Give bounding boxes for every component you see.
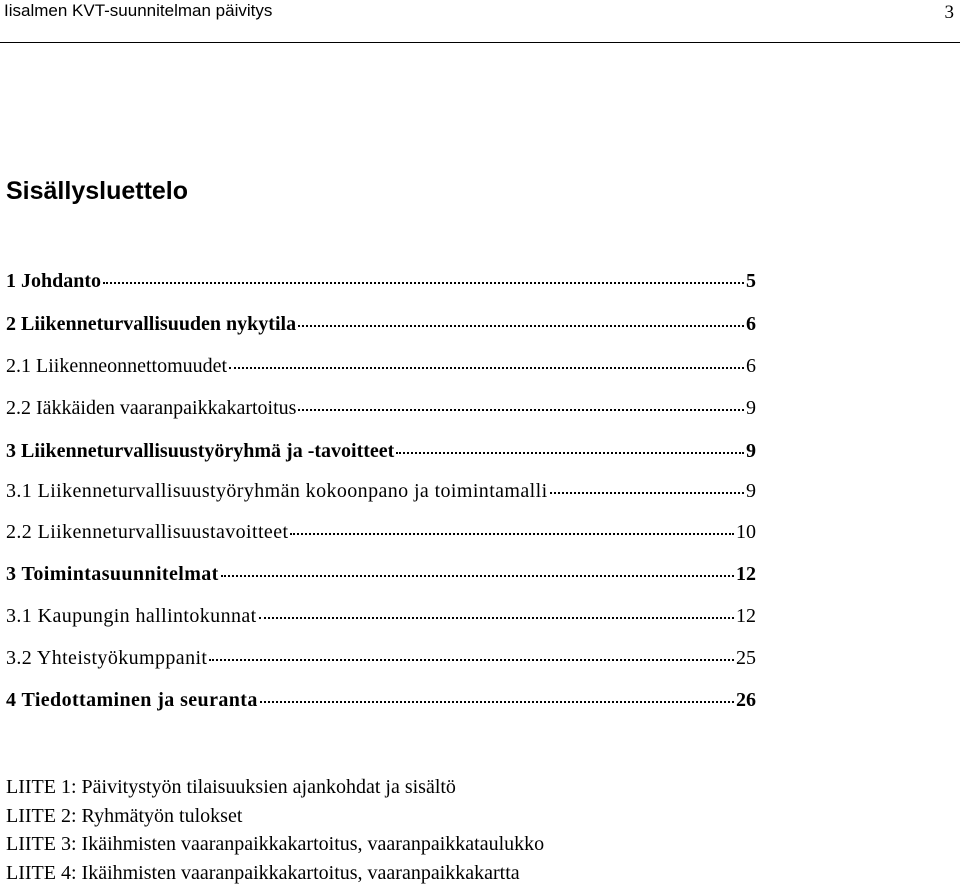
toc-entry-title: 3 Liikenneturvallisuustyöryhmä ja -tavoitteet xyxy=(6,440,395,462)
toc-heading: Sisällysluettelo xyxy=(6,177,189,205)
toc-entry-page: 12 xyxy=(736,563,756,585)
toc-entry-page: 10 xyxy=(736,521,756,543)
toc-entry-page: 6 xyxy=(746,313,756,335)
toc-entry-page: 5 xyxy=(746,270,756,292)
toc-entry-title: 2.2 Iäkkäiden vaaranpaikkakartoitus xyxy=(6,397,297,419)
dot-leader xyxy=(260,700,734,703)
dot-leader xyxy=(259,616,734,619)
toc-entry[interactable] xyxy=(6,352,756,380)
appendix-item: LIITE 1: Päivitystyön tilaisuuksien ajankohdat ja sisältö xyxy=(6,776,456,798)
appendix-list xyxy=(6,773,956,887)
dot-leader xyxy=(229,366,744,369)
toc-entry-title: 3.1 Kaupungin hallintokunnat xyxy=(6,605,257,627)
toc-entry-title: 3.2 Yhteistyökumppanit xyxy=(6,647,208,669)
toc-entry-page: 9 xyxy=(746,397,756,419)
toc-entry[interactable] xyxy=(6,310,756,338)
appendix-item: LIITE 4: Ikäihmisten vaaranpaikkakartoitus, vaaranpaikkakartta xyxy=(6,861,520,884)
toc-entry[interactable] xyxy=(6,644,756,672)
toc-entry[interactable] xyxy=(6,686,756,714)
toc-entry-page: 9 xyxy=(746,480,756,502)
toc-entry[interactable] xyxy=(6,267,756,295)
toc-entry[interactable] xyxy=(6,437,756,465)
page-number: 3 xyxy=(944,2,954,23)
document-title: Iisalmen KVT-suunnitelman päivitys xyxy=(4,1,273,20)
toc-entry-page: 25 xyxy=(736,647,756,669)
toc-entry-title: 3.1 Liikenneturvallisuustyöryhmän kokoonpano ja toimintamalli xyxy=(6,480,548,502)
toc-entry-title: 4 Tiedottaminen ja seuranta xyxy=(6,689,258,711)
dot-leader xyxy=(298,408,744,411)
toc-entry-page: 9 xyxy=(746,440,756,462)
dot-leader xyxy=(209,658,734,661)
appendix-item: LIITE 3: Ikäihmisten vaaranpaikkakartoitus, vaaranpaikkataulukko xyxy=(6,833,545,855)
toc-entry-title: 3 Toimintasuunnitelmat xyxy=(6,563,219,585)
toc-entry-page: 6 xyxy=(746,355,756,377)
toc-entry-title: 2 Liikenneturvallisuuden nykytila xyxy=(6,313,297,335)
toc-entry[interactable] xyxy=(6,602,756,630)
toc-entry[interactable] xyxy=(6,560,756,588)
appendix-item: LIITE 2: Ryhmätyön tulokset xyxy=(6,804,243,827)
toc-entry-title: 2.1 Liikenneonnettomuudet xyxy=(6,355,228,377)
toc-entry-title: 1 Johdanto xyxy=(6,270,102,292)
toc-entry-page: 26 xyxy=(736,689,756,711)
toc-entry-title: 2.2 Liikenneturvallisuustavoitteet xyxy=(6,521,289,543)
toc-entry[interactable] xyxy=(6,518,756,546)
dot-leader xyxy=(221,574,734,577)
dot-leader xyxy=(103,281,744,284)
toc-entry-page: 12 xyxy=(736,605,756,627)
dot-leader xyxy=(298,324,744,327)
dot-leader xyxy=(290,532,734,535)
toc-entry[interactable] xyxy=(6,394,756,422)
dot-leader xyxy=(550,491,744,494)
toc-entry[interactable] xyxy=(6,477,756,505)
dot-leader xyxy=(396,451,744,454)
